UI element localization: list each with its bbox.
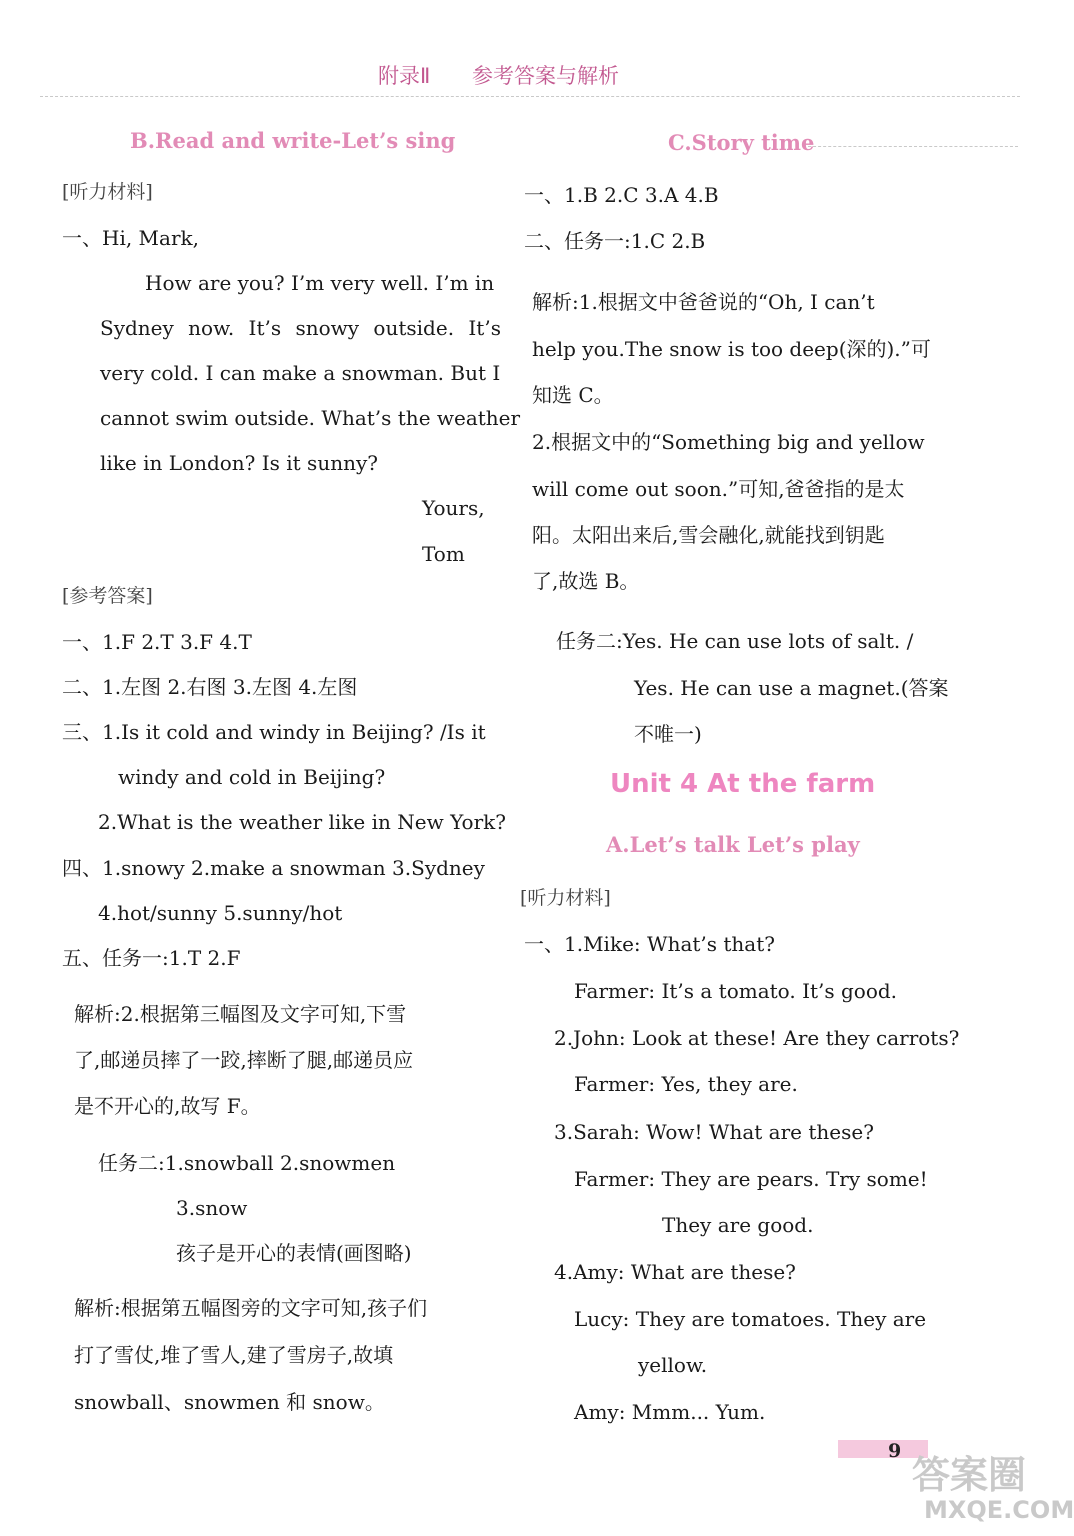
dialogue-line: Amy: Mmm... Yum. [574, 1400, 766, 1424]
watermark-logo: 答案圈 [912, 1453, 1027, 1497]
answer-line: windy and cold in Beijing? [118, 765, 386, 789]
answer-line: 四、1.snowy 2.make a snowman 3.Sydney [62, 856, 485, 880]
section-title-left: B.Read and write-Let’s sing [130, 128, 456, 153]
listening-tag-right: [听力材料] [520, 887, 611, 909]
answer-line: 一、1.F 2.T 3.F 4.T [62, 630, 252, 654]
letter-signature: Tom [422, 542, 465, 566]
analysis-line: will come out soon.”可知,爸爸指的是太 [532, 477, 905, 501]
unit-title: Unit 4 At the farm [610, 769, 876, 799]
task-line: Yes. He can use a magnet.(答案 [634, 676, 949, 700]
analysis-line: 了,邮递员摔了一跤,摔断了腿,邮递员应 [74, 1048, 414, 1072]
answer-line: 2.What is the weather like in New York? [98, 810, 506, 834]
analysis-line: 解析:根据第五幅图旁的文字可知,孩子们 [74, 1296, 428, 1320]
analysis-line: 阳。太阳出来后,雪会融化,就能找到钥匙 [532, 523, 885, 547]
header-appendix: 附录Ⅱ [378, 64, 431, 88]
dialogue-line: They are good. [662, 1213, 814, 1237]
task-line: 任务二:Yes. He can use lots of salt. / [556, 629, 914, 653]
analysis-line: 打了雪仗,堆了雪人,建了雪房子,故填 [74, 1343, 394, 1367]
analysis-line: 解析:1.根据文中爸爸说的“Oh, I can’t [532, 290, 875, 314]
analysis-line: help you.The snow is too deep(深的).”可 [532, 337, 931, 361]
dialogue-line: Lucy: They are tomatoes. They are [574, 1307, 927, 1331]
dialogue-line: 4.Amy: What are these? [554, 1260, 796, 1284]
dialogue-line: yellow. [638, 1353, 708, 1377]
analysis-line: 了,故选 B。 [532, 569, 640, 593]
dialogue-line: 2.John: Look at these! Are they carrots? [554, 1026, 960, 1050]
analysis-line: 是不开心的,故写 F。 [74, 1094, 261, 1118]
answer-line: 二、1.左图 2.右图 3.左图 4.左图 [62, 675, 358, 699]
task-line: 孩子是开心的表情(画图略) [176, 1241, 412, 1265]
answer-line: 二、任务一:1.C 2.B [524, 229, 706, 253]
section-divider [808, 146, 1018, 147]
section-title-right: C.Story time [668, 130, 815, 155]
letter-line: 一、Hi, Mark, [62, 226, 199, 250]
task-line: 不唯一) [634, 722, 702, 746]
letter-line: Sydney now. It’s snowy outside. It’s [100, 316, 501, 340]
letter-signoff: Yours, [422, 496, 485, 520]
letter-line: cannot swim outside. What’s the weather [100, 406, 521, 430]
answer-line: 三、1.Is it cold and windy in Beijing? /Is it [62, 720, 486, 744]
answer-line: 一、1.B 2.C 3.A 4.B [524, 183, 719, 207]
dialogue-line: Farmer: They are pears. Try some! [574, 1167, 928, 1191]
task-line: 3.snow [176, 1196, 248, 1220]
analysis-line: 2.根据文中的“Something big and yellow [532, 430, 925, 454]
analysis-line: snowball、snowmen 和 snow。 [74, 1390, 385, 1414]
analysis-line: 解析:2.根据第三幅图及文字可知,下雪 [74, 1002, 407, 1026]
header-divider [40, 96, 1020, 97]
watermark-url: MXQE.COM [924, 1496, 1074, 1524]
listening-tag-left: [听力材料] [62, 181, 153, 203]
dialogue-line: Farmer: Yes, they are. [574, 1072, 798, 1096]
task-line: 任务二:1.snowball 2.snowmen [98, 1151, 396, 1175]
dialogue-line: 一、1.Mike: What’s that? [524, 932, 775, 956]
dialogue-line: Farmer: It’s a tomato. It’s good. [574, 979, 898, 1003]
header-title: 参考答案与解析 [472, 64, 619, 88]
letter-line: very cold. I can make a snowman. But I [100, 361, 501, 385]
letter-line: like in London? Is it sunny? [100, 451, 378, 475]
dialogue-line: 3.Sarah: Wow! What are these? [554, 1120, 874, 1144]
answer-tag: [参考答案] [62, 585, 153, 607]
answer-line: 五、任务一:1.T 2.F [62, 946, 241, 970]
answer-line: 4.hot/sunny 5.sunny/hot [98, 901, 343, 925]
analysis-line: 知选 C。 [532, 383, 614, 407]
page-number: 9 [888, 1440, 902, 1462]
letter-line: How are you? I’m very well. I’m in [145, 271, 495, 295]
lesson-title: A.Let’s talk Let’s play [606, 832, 860, 857]
